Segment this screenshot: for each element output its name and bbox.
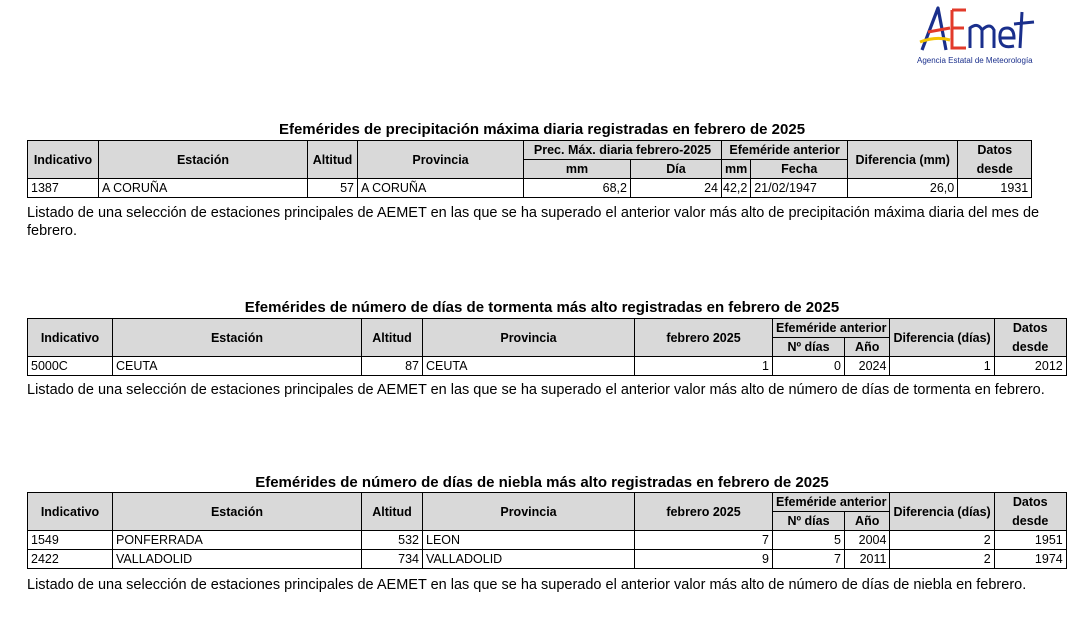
- col-febrero-header: febrero 2025: [635, 319, 773, 357]
- col-desde-header: desde: [958, 160, 1032, 179]
- cell-desde: 1951: [994, 531, 1066, 550]
- col-desde-header: desde: [994, 512, 1066, 531]
- cell-mm: 68,2: [524, 179, 631, 198]
- col-ndias-header: Nº días: [773, 512, 845, 531]
- tormenta-title: Efemérides de número de días de tormenta más alto registradas en febrero de 2025: [244, 299, 840, 316]
- cell-anio: 2024: [844, 357, 890, 376]
- cell-provincia: A CORUÑA: [358, 179, 524, 198]
- col-altitud-header: Altitud: [362, 319, 423, 357]
- aemet-logo: [908, 2, 1068, 70]
- cell-ndias: 0: [773, 357, 845, 376]
- cell-desde: 1974: [994, 550, 1066, 569]
- col-diferencia-header: Diferencia (mm): [848, 141, 958, 179]
- col-prec-group-header: Prec. Máx. diaria febrero-2025: [524, 141, 722, 160]
- cell-diferencia: 2: [890, 550, 994, 569]
- col-datos-header: Datos: [994, 319, 1066, 338]
- col-indicativo-header: Indicativo: [28, 493, 113, 531]
- cell-anio: 2004: [844, 531, 890, 550]
- col-indicativo-header: Indicativo: [28, 319, 113, 357]
- table-row: [28, 179, 1032, 198]
- cell-febrero: 1: [635, 357, 773, 376]
- cell-indicativo: 2422: [28, 550, 113, 569]
- table-row: [28, 357, 1067, 376]
- precip-note: Listado de una selección de estaciones principales de AEMET en las que se ha superado el anterior valor más alto de precipitación máxima diaria del mes de febrero.: [27, 205, 1040, 239]
- col-efemeride-group-header: Efeméride anterior: [722, 141, 848, 160]
- col-estacion-header: Estación: [113, 493, 362, 531]
- cell-febrero: 9: [635, 550, 773, 569]
- cell-diferencia: 26,0: [848, 179, 958, 198]
- cell-fecha: 21/02/1947: [751, 179, 848, 198]
- cell-altitud: 532: [362, 531, 423, 550]
- cell-indicativo: 1549: [28, 531, 113, 550]
- aemet-logo-mark: [916, 2, 1056, 56]
- cell-estacion: A CORUÑA: [99, 179, 308, 198]
- cell-desde: 1931: [958, 179, 1032, 198]
- logo-subtitle: Agencia Estatal de Meteorología: [917, 56, 1033, 65]
- col-anio-header: Año: [844, 512, 890, 531]
- precip-title: Efemérides de precipitación máxima diaria registradas en febrero de 2025: [278, 121, 806, 138]
- table-row: [28, 550, 1067, 569]
- cell-estacion: VALLADOLID: [113, 550, 362, 569]
- col-provincia-header: Provincia: [358, 141, 524, 179]
- cell-estacion: PONFERRADA: [113, 531, 362, 550]
- col-fecha-header: Fecha: [751, 160, 848, 179]
- cell-febrero: 7: [635, 531, 773, 550]
- cell-diferencia: 1: [890, 357, 994, 376]
- cell-indicativo: 5000C: [28, 357, 113, 376]
- cell-estacion: CEUTA: [113, 357, 362, 376]
- col-datos-header: Datos: [958, 141, 1032, 160]
- cell-indicativo: 1387: [28, 179, 99, 198]
- cell-ndias: 7: [773, 550, 845, 569]
- cell-altitud: 57: [308, 179, 358, 198]
- cell-anio: 2011: [844, 550, 890, 569]
- col-indicativo-header: Indicativo: [28, 141, 99, 179]
- cell-efem-mm: 42,2: [722, 179, 751, 198]
- cell-altitud: 87: [362, 357, 423, 376]
- col-estacion-header: Estación: [113, 319, 362, 357]
- col-diferencia-header: Diferencia (días): [890, 493, 994, 531]
- col-efemeride-group-header: Efeméride anterior: [773, 319, 890, 338]
- niebla-note: Listado de una selección de estaciones principales de AEMET en las que se ha superado el anterior valor más alto de número de días de niebla en febrero.: [27, 577, 1027, 593]
- cell-provincia: LEON: [423, 531, 635, 550]
- col-datos-header: Datos: [994, 493, 1066, 512]
- niebla-title: Efemérides de número de días de niebla más alto registradas en febrero de 2025: [255, 474, 829, 491]
- col-estacion-header: Estación: [99, 141, 308, 179]
- col-provincia-header: Provincia: [423, 493, 635, 531]
- cell-diferencia: 2: [890, 531, 994, 550]
- col-provincia-header: Provincia: [423, 319, 635, 357]
- table-row: [28, 531, 1067, 550]
- col-desde-header: desde: [994, 338, 1066, 357]
- col-anio-header: Año: [844, 338, 890, 357]
- tormenta-note: Listado de una selección de estaciones principales de AEMET en las que se ha superado el anterior valor más alto de número de días de tormenta en febrero.: [27, 382, 1045, 398]
- cell-dia: 24: [631, 179, 722, 198]
- col-mm-header: mm: [524, 160, 631, 179]
- col-dia-header: Día: [631, 160, 722, 179]
- cell-altitud: 734: [362, 550, 423, 569]
- cell-desde: 2012: [994, 357, 1066, 376]
- col-ndias-header: Nº días: [773, 338, 845, 357]
- col-febrero-header: febrero 2025: [635, 493, 773, 531]
- cell-provincia: VALLADOLID: [423, 550, 635, 569]
- col-altitud-header: Altitud: [308, 141, 358, 179]
- precip-table: [27, 140, 1032, 198]
- tormenta-table: [27, 318, 1067, 376]
- col-efemeride-group-header: Efeméride anterior: [773, 493, 890, 512]
- col-altitud-header: Altitud: [362, 493, 423, 531]
- col-efem-mm-header: mm: [722, 160, 751, 179]
- cell-ndias: 5: [773, 531, 845, 550]
- niebla-table: [27, 492, 1067, 569]
- cell-provincia: CEUTA: [423, 357, 635, 376]
- col-diferencia-header: Diferencia (días): [890, 319, 994, 357]
